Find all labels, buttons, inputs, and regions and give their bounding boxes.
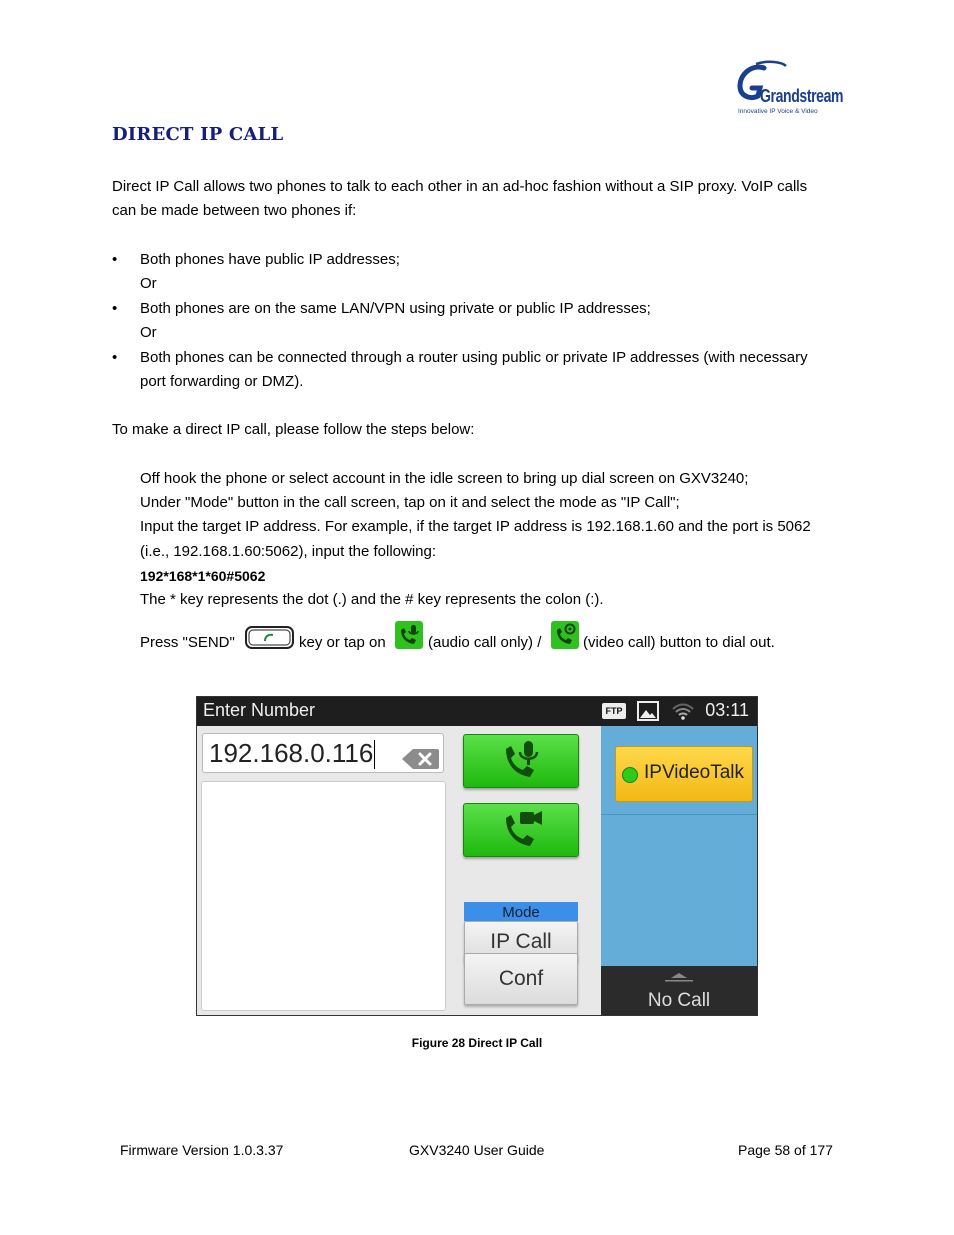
- divider: [601, 814, 757, 815]
- step-line: (i.e., 192.168.1.60:5062), input the following:: [140, 543, 437, 560]
- screen-title: Enter Number: [203, 700, 316, 720]
- steps-intro: To make a direct IP call, please follow the steps below:: [112, 421, 475, 438]
- logo-brand: Grandstream: [760, 86, 844, 106]
- audio-call-icon: [395, 621, 423, 654]
- video-call-label: (video call) button to dial out.: [583, 634, 775, 651]
- no-call-label: No Call: [647, 990, 711, 1011]
- bullet-item: [112, 248, 400, 296]
- account-panel: [601, 726, 757, 1016]
- status-bar: [197, 697, 757, 726]
- video-call-button[interactable]: [463, 803, 579, 857]
- bullet-line: Or: [140, 275, 157, 292]
- step-line: Input the target IP address. For example, if the target IP address is 192.168.1.60 and the port is 5062: [140, 518, 811, 535]
- account-status-icon: [622, 767, 638, 783]
- wifi-icon: [671, 701, 695, 726]
- logo-tagline: Innovative IP Voice & Video: [738, 108, 818, 115]
- intro-line-2: can be made between two phones if:: [112, 202, 357, 219]
- step-line: Under "Mode" button in the call screen, tap on it and select the mode as "IP Call";: [140, 494, 680, 511]
- audio-call-button[interactable]: [463, 734, 579, 788]
- bullet-item: [112, 346, 808, 394]
- press-send-label: Press "SEND": [140, 634, 235, 651]
- footer-firmware: Firmware Version 1.0.3.37: [120, 1142, 284, 1158]
- dial-panel: [197, 726, 601, 1016]
- bullet-dot: •: [112, 251, 118, 268]
- text-cursor: [374, 740, 375, 769]
- number-input[interactable]: [202, 733, 444, 773]
- figure-caption: Figure 28 Direct IP Call: [411, 1036, 543, 1050]
- conf-button[interactable]: Conf: [464, 953, 578, 1005]
- grandstream-logo: [734, 60, 844, 118]
- bullet-dot: •: [112, 300, 118, 317]
- image-icon: [637, 701, 659, 721]
- step-line: The * key represents the dot (.) and the # key represents the colon (:).: [140, 591, 604, 608]
- intro-line-1: Direct IP Call allows two phones to talk to each other in an ad-hoc fashion without a SIP proxy. VoIP calls: [112, 178, 808, 195]
- call-status-bar[interactable]: [601, 966, 757, 1016]
- send-key-icon: [245, 626, 295, 655]
- number-value: 192.168.0.116: [209, 738, 374, 768]
- dial-screen: [196, 696, 758, 1016]
- ftp-icon: FTP: [602, 703, 626, 719]
- video-call-icon: [551, 621, 579, 654]
- video-call-icon: [464, 804, 578, 856]
- mode-header: Mode: [464, 902, 578, 921]
- clock: 03:11: [705, 700, 749, 720]
- account-name: IPVideoTalk: [644, 762, 744, 783]
- footer-guide-title: GXV3240 User Guide: [409, 1142, 545, 1158]
- footer-page-number: Page 58 of 177: [738, 1142, 833, 1158]
- audio-only-label: (audio call only) /: [428, 634, 542, 651]
- contact-suggestion-list: [201, 781, 446, 1011]
- bullet-line: Or: [140, 324, 157, 341]
- bullet-line: Both phones are on the same LAN/VPN using private or public IP addresses;: [140, 300, 651, 317]
- step-line: Off hook the phone or select account in the idle screen to bring up dial screen on GXV3240;: [140, 470, 749, 487]
- mode-ip-call-button[interactable]: IP Call: [464, 921, 578, 963]
- bullet-item: [112, 297, 651, 345]
- account-ipvideotalk-button[interactable]: [615, 746, 753, 802]
- dial-string: 192*168*1*60#5062: [140, 568, 266, 584]
- bullet-line: port forwarding or DMZ).: [140, 373, 304, 390]
- backspace-icon[interactable]: [401, 747, 441, 776]
- press-tap-label: key or tap on: [299, 634, 386, 651]
- bullet-line: Both phones can be connected through a router using public or private IP addresses (with necessary: [140, 349, 808, 366]
- section-heading: DIRECT IP CALL: [112, 124, 284, 145]
- audio-call-icon: [464, 735, 578, 787]
- bullet-line: Both phones have public IP addresses;: [140, 251, 400, 268]
- drag-up-handle-icon: [601, 970, 757, 986]
- bullet-dot: •: [112, 349, 118, 366]
